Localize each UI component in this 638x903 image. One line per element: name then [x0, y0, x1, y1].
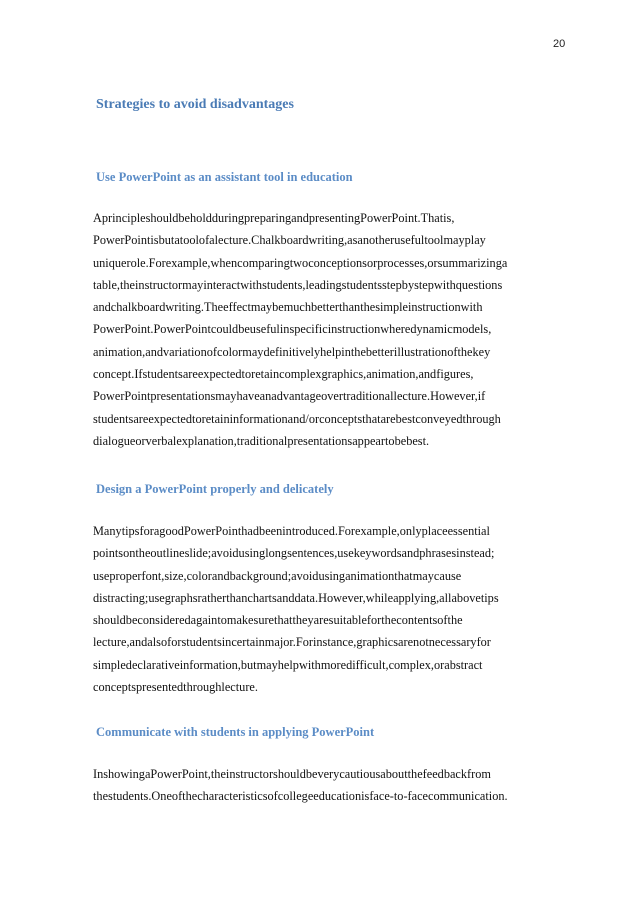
text-line: thestudents.Oneofthecharacteristicsofcollegeeducationisface-to-facecommunication.	[93, 789, 508, 804]
text-line: PowerPointisbutatoolofalecture.Chalkboardwriting,asanotherusefultoolmayplay	[93, 233, 486, 248]
text-line: AprincipleshouldbeholdduringpreparingandpresentingPowerPoint.Thatis,	[93, 211, 455, 225]
text-line: InshowingaPowerPoint,theinstructorshouldbeverycautiousaboutthefeedbackfrom	[93, 767, 491, 781]
text-line: uniquerole.Forexample,whencomparingtwoconceptionsorprocesses,orsummarizinga	[93, 255, 508, 270]
text-line: studentsareexpectedtoretaininformationand/orconceptsthatarebestconveyedthrough	[93, 411, 501, 426]
paragraph-design	[93, 520, 567, 698]
text-line: PowerPointpresentationsmayhaveanadvantageovertraditionallecture.However,if	[93, 389, 486, 404]
text-line: pointsontheoutlineslide;avoidusinglongsentences,usekeywordsandphrasesinstead;	[93, 546, 495, 561]
section-heading-design: Design a PowerPoint properly and delicately	[96, 482, 334, 496]
text-line: simpledeclarativeinformation,butmayhelpwithmoredifficult,complex,orabstract	[93, 657, 483, 672]
text-line: distracting;usegraphsratherthanchartsanddata.However,whileapplying,allabovetips	[93, 590, 499, 605]
text-line: table,theinstructormayinteractwithstudents,leadingstudentsstepbystepwithquestions	[93, 277, 503, 292]
section-heading-assistant-tool: Use PowerPoint as an assistant tool in education	[96, 170, 353, 184]
paragraph-communicate	[93, 763, 567, 808]
text-line: andchalkboardwriting.Theeffectmaybemuchbetterthanthesimpleinstructionwith	[93, 300, 483, 315]
page-title: Strategies to avoid disadvantages	[96, 97, 294, 112]
section-heading-communicate: Communicate with students in applying PowerPoint	[96, 725, 375, 739]
text-line: ManytipsforagoodPowerPointhadbeenintroduced.Forexample,onlyplaceessential	[93, 524, 490, 538]
paragraph-assistant-tool	[93, 207, 567, 452]
text-line: animation,andvariationofcolormaydefinitivelyhelpinthebetterillustrationofthekey	[93, 344, 491, 359]
text-line: dialogueorverbalexplanation,traditionalpresentationsappeartobebest.	[93, 433, 430, 448]
text-line: lecture,andalsoforstudentsincertainmajor.Forinstance,graphicsarenotnecessaryfor	[93, 635, 491, 650]
page-number: 20	[553, 38, 566, 50]
text-line: PowerPoint.PowerPointcouldbeusefulinspecificinstructionwheredynamicmodels,	[93, 322, 492, 337]
text-line: conceptspresentedthroughlecture.	[93, 680, 258, 695]
text-line: concept.Ifstudentsareexpectedtoretaincomplexgraphics,animation,andfigures,	[93, 367, 474, 382]
text-line: useproperfont,size,colorandbackground;avoidusinganimationthatmaycause	[93, 568, 462, 583]
text-line: shouldbeconsideredagaintomakesurethattheyaresuitableforthecontentsofthe	[93, 613, 463, 628]
